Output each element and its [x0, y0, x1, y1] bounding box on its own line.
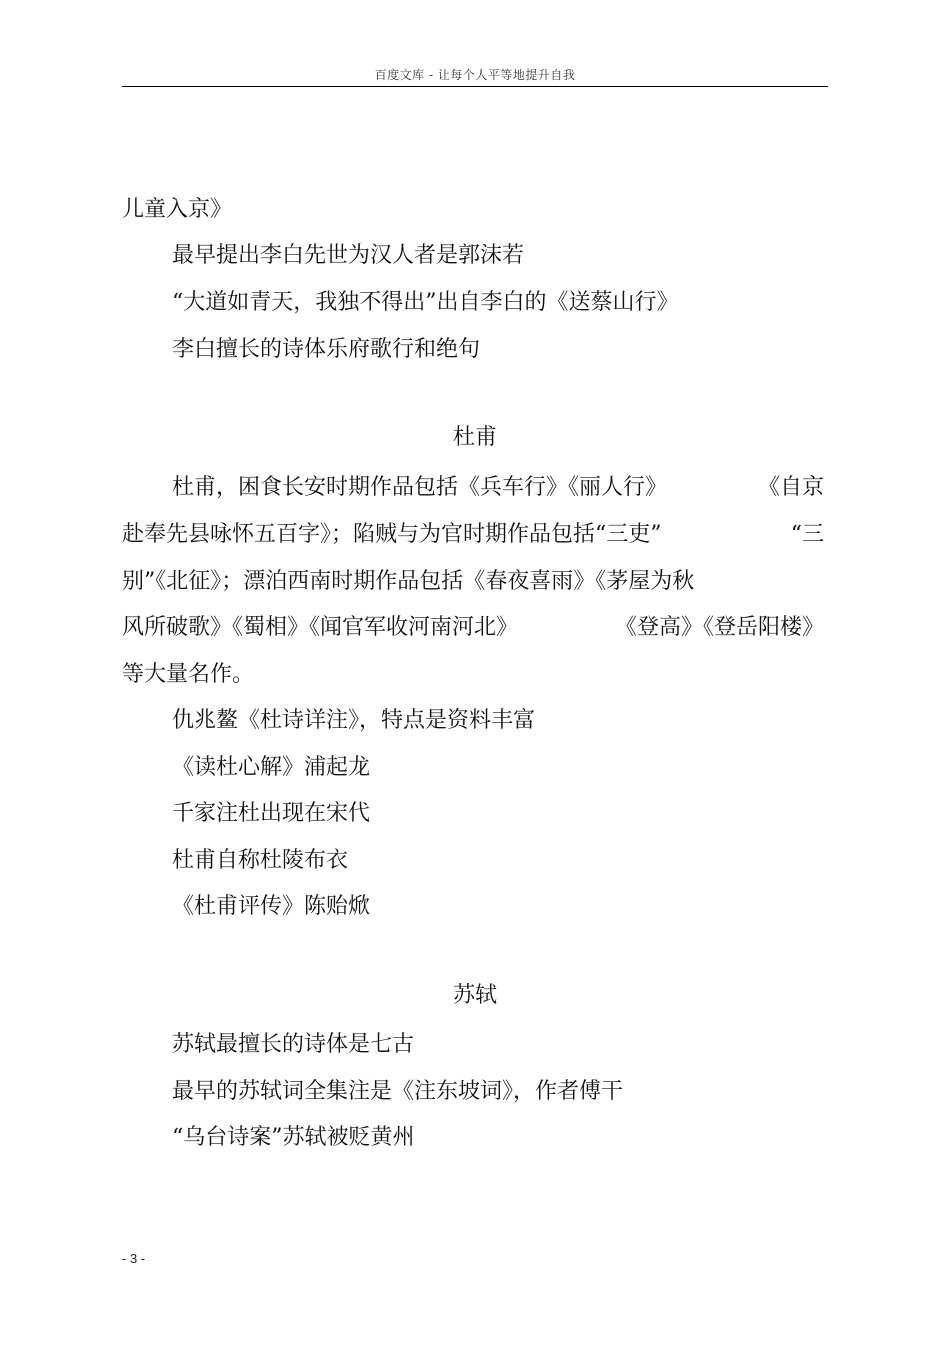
sushi-line-2: 最早的苏轼词全集注是《注东坡词》，作者傅干 — [172, 1079, 624, 1104]
dufu-paragraph-row-1-right: 《自京 — [757, 475, 824, 500]
dufu-paragraph-row-1 — [172, 474, 824, 502]
dufu-paragraph-row-4-left: 风所破歌》《蜀相》《闻官军收河南河北》 — [122, 615, 519, 640]
page-number: - 3 - — [122, 1251, 146, 1266]
dufu-paragraph-row-2 — [122, 521, 824, 549]
dufu-paragraph-row-4-right: 《登高》《登岳阳楼》 — [614, 615, 824, 640]
section-heading-dufu: 杜甫 — [452, 425, 497, 450]
section-heading-sushi: 苏轼 — [452, 983, 497, 1008]
header-divider — [122, 86, 828, 87]
dufu-line-3: 千家注杜出现在宋代 — [172, 801, 371, 826]
dufu-line-5: 《杜甫评传》陈贻焮 — [172, 894, 371, 919]
dufu-paragraph-row-2-right: “三 — [790, 522, 824, 547]
dufu-line-4: 杜甫自称杜陵布衣 — [172, 848, 349, 873]
libai-line-3: 李白擅长的诗体乐府歌行和绝句 — [172, 337, 481, 362]
dufu-paragraph-row-5: 等大量名作。 — [122, 662, 255, 687]
dufu-paragraph-row-4 — [122, 614, 824, 642]
libai-line-1: 最早提出李白先世为汉人者是郭沫若 — [172, 243, 525, 268]
sushi-line-3: “乌台诗案”苏轼被贬黄州 — [172, 1125, 415, 1150]
sushi-line-1: 苏轼最擅长的诗体是七古 — [172, 1032, 415, 1057]
libai-continuation: 儿童入京》 — [122, 197, 233, 222]
dufu-line-1: 仇兆鳌《杜诗详注》，特点是资料丰富 — [172, 708, 536, 733]
dufu-paragraph-row-3: 别”《北征》；漂泊西南时期作品包括《春夜喜雨》《茅屋为秋 — [122, 569, 695, 594]
dufu-paragraph-row-2-left: 赴奉先县咏怀五百字》；陷贼与为官时期作品包括“三吏” — [122, 522, 662, 547]
dufu-paragraph-row-1-left: 杜甫，困食长安时期作品包括《兵车行》《丽人行》 — [172, 475, 668, 500]
page-header: 百度文库 - 让每个人平等地提升自我 — [374, 68, 576, 82]
dufu-line-2: 《读杜心解》浦起龙 — [172, 755, 371, 780]
libai-line-2: “大道如青天，我独不得出”出自李白的《送蔡山行》 — [172, 290, 679, 315]
